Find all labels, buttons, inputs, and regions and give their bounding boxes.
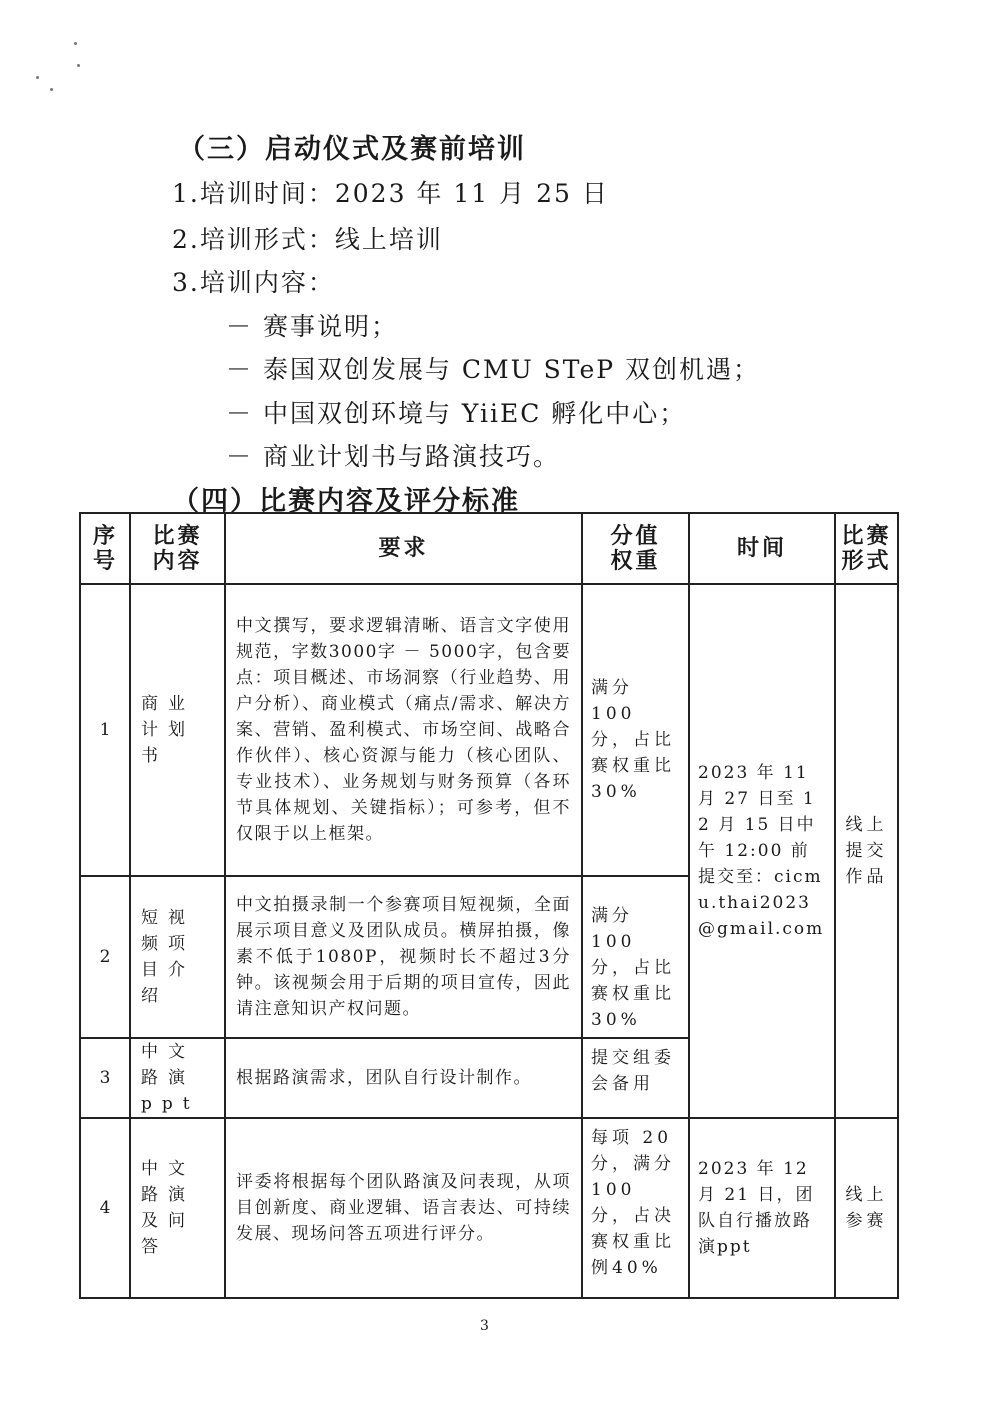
row-num: 1 [80,584,130,876]
row-item: 中文路演及问答 [130,1118,225,1298]
header-requirement: 要求 [225,513,582,584]
training-content-item: － 商业计划书与路演技巧。 [226,442,560,471]
row-num: 3 [80,1038,130,1118]
scan-speck [74,42,77,45]
header-score-text: 分值权重 [610,522,661,574]
row-score: 满分 100 分，占比赛权重比30% [582,584,689,876]
row-form-text: 线上参赛 [845,1185,888,1231]
section-4-heading: （四）比赛内容及评分标准 [172,486,520,517]
row-num: 2 [80,876,130,1038]
training-content-item: － 赛事说明； [226,312,398,341]
table-row [80,584,898,876]
header-form [835,513,898,584]
page-number: 3 [480,1318,489,1334]
row-time: 2023 年 12 月 21 日，团队自行播放路演ppt [689,1118,835,1298]
header-item-text: 比赛内容 [152,522,203,574]
header-time: 时间 [689,513,835,584]
header-item [130,513,225,584]
row-item: 短视频项目介绍 [130,876,225,1038]
table-row [80,1118,898,1298]
row-score: 提交组委会备用 [582,1038,689,1118]
row-requirement: 中文拍摄录制一个参赛项目短视频，全面展示项目意义及团队成员。横屏拍摄，像素不低于1080P，视频时长不超过3分钟。该视频会用于后期的项目宣传，因此请注意知识产权问题。 [225,876,582,1038]
row-item: 商业计划书 [130,584,225,876]
header-score [582,513,689,584]
table-header-row [80,513,898,584]
row-requirement: 评委将根据每个团队路演及问表现，从项目创新度、商业逻辑、语言表达、可持续发展、现场问答五项进行评分。 [225,1118,582,1298]
row-score: 满分 100 分，占比赛权重比30% [582,876,689,1038]
training-content-item: － 中国双创环境与 YiiEC 孵化中心； [226,399,687,428]
header-form-text: 比赛形式 [841,522,892,574]
scan-speck [77,64,80,67]
header-num [80,513,130,584]
row-requirement: 中文撰写，要求逻辑清晰、语言文字使用规范，字数3000字 － 5000字，包含要点：项目概述、市场洞察（行业趋势、用户分析）、商业模式（痛点/需求、解决方案、营销、盈利模式、市场空间、战略合作伙伴）、核心资源与能力（核心团队、专业技术）、业务规划与财务预算（各环节具体规划、关键指标）；可参考，但不仅限于以上框架。 [225,584,582,876]
competition-table [79,512,899,1299]
scan-speck [50,88,53,91]
row-requirement: 根据路演需求，团队自行设计制作。 [225,1038,582,1118]
row-score: 每项 20 分，满分 100 分，占决赛权重比例40% [582,1118,689,1298]
submission-form [835,584,898,1118]
training-content-item: － 泰国双创发展与 CMU STeP 双创机遇； [226,355,761,384]
training-time: 1.培训时间：2023 年 11 月 25 日 [172,179,609,208]
header-num-text: 序号 [93,522,119,574]
row-form [835,1118,898,1298]
training-format: 2.培训形式：线上培训 [172,225,443,254]
row-item: 中文路演ppt [130,1038,225,1118]
section-3-heading: （三）启动仪式及赛前培训 [178,134,526,165]
row-num: 4 [80,1118,130,1298]
submission-form-text: 线上提交作品 [845,815,888,887]
submission-time: 2023 年 11 月 27 日至 12 月 15 日中午 12:00 前提交至：cicmu.thai2023@gmail.com [689,584,835,1118]
scan-speck [36,76,39,79]
training-content-label: 3.培训内容： [172,268,335,297]
